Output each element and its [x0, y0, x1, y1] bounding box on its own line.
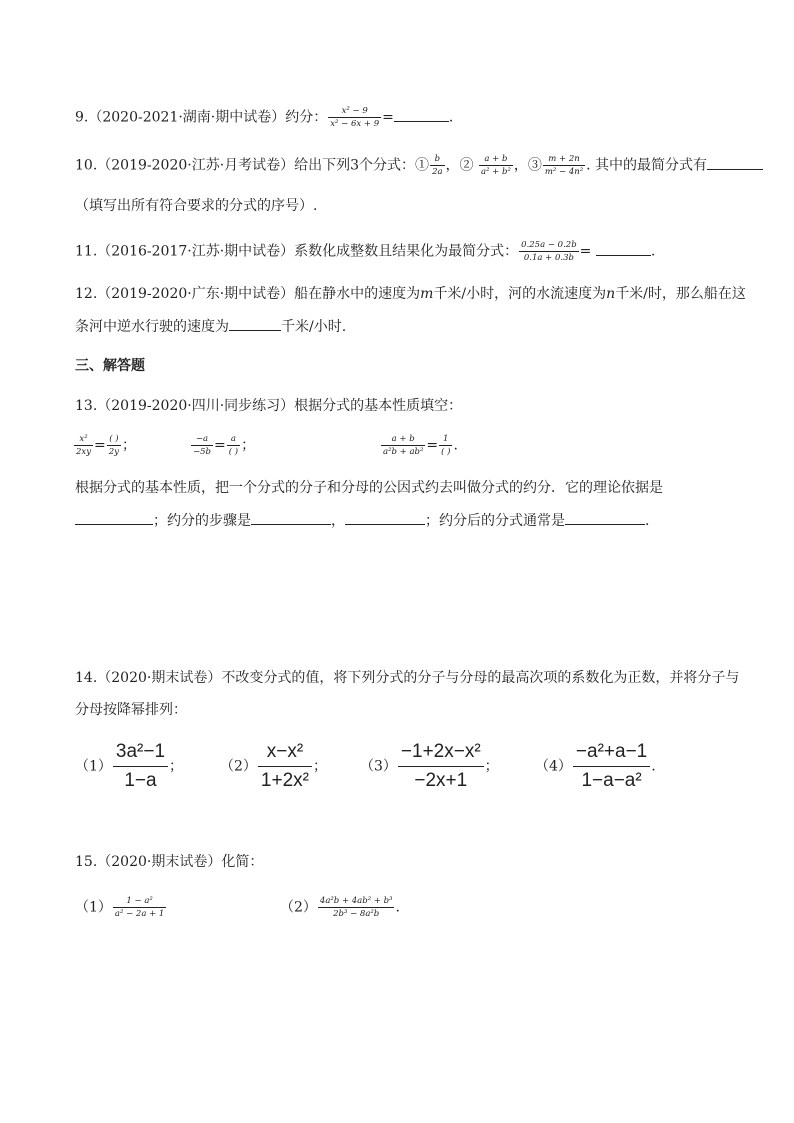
- q13-p2b: ，: [331, 513, 345, 529]
- q15-prefix: 15.（2020·期末试卷）化简：: [75, 854, 264, 870]
- q13-paragraph: 根据分式的基本性质，把一个分式的分子和分母的公因式约去叫做分式的约分．它的理论依据是: [75, 480, 663, 496]
- q13-e2-rnum: a: [227, 434, 240, 446]
- q13-e3-right: [439, 434, 452, 457]
- q14-item-4-end: .: [651, 758, 656, 775]
- q13-e3-rden: ( ): [441, 447, 451, 457]
- q15-item-1: [75, 896, 167, 919]
- q15-item-1-fraction: [113, 896, 166, 919]
- q14-item-2-den: 1+2x²: [260, 770, 309, 791]
- q13-expr-1: $\frac{\text{x²}}{2xy}$ = $\frac{( )}{2y}$ ；: [76, 434, 136, 457]
- q9-equals: =: [382, 109, 394, 126]
- q13-blank-2[interactable]: [251, 510, 331, 525]
- q9-answer-blank[interactable]: [394, 107, 449, 122]
- q14-item-2-num: x−x²: [258, 740, 312, 767]
- q10-f1-den: 2a: [432, 167, 443, 177]
- q10-fraction-3: [543, 154, 585, 177]
- q14-item-1: [75, 740, 183, 793]
- q10-fraction-2: [479, 154, 513, 177]
- q13-blanks-line: [75, 510, 649, 531]
- q12-line2a: 条河中逆水行驶的速度为: [75, 319, 229, 335]
- question-10: [75, 154, 763, 177]
- q15-item-2: [280, 896, 400, 919]
- q14-line1: 14.（2020·期末试卷）不改变分式的值，将下列分式的分子与分母的最高次项的系数化为正数，并将分子与: [75, 670, 740, 686]
- q13-e1-rnum: ( ): [107, 434, 121, 446]
- q12-suffix: 千米/时，那么船在这: [615, 286, 746, 302]
- q13-e2-rden: ( ): [228, 447, 239, 457]
- section-heading: 三、解答题: [75, 358, 145, 374]
- q15-item-1-den: a² − 2a + 1: [114, 909, 165, 919]
- q11-prefix: 11.（2016-2017·江苏·期中试卷）系数化成整数且结果化为最简分式：: [75, 243, 519, 260]
- q13-expr-3: $\frac{a + b}{\text{a²b + ab²}}$ = $\frac{1}{( )}$ .: [383, 434, 458, 457]
- q10-fraction-1: [430, 154, 444, 177]
- q14-item-3-num: −1+2x−x²: [398, 740, 484, 767]
- q11-numerator: 0.25a − 0.2b: [521, 240, 577, 250]
- q14-line2: 分母按降幂排列：: [75, 702, 187, 718]
- q11-end: .: [650, 243, 656, 260]
- q10-f1-num: b: [430, 154, 444, 166]
- q10-answer-blank[interactable]: [707, 155, 763, 170]
- q12-line2: [75, 316, 346, 337]
- q13-e3-lnum: a + b: [381, 434, 425, 446]
- q14-item-4-fraction: [573, 740, 650, 793]
- q9-denominator: x² − 6x + 9: [330, 119, 380, 129]
- q13-p2a: ；约分的步骤是: [153, 513, 251, 529]
- q13-e1-end: ；: [121, 437, 136, 454]
- q13-blank-4[interactable]: [565, 510, 645, 525]
- q14-item-3-den: −2x+1: [414, 770, 468, 791]
- q13-e3-rnum: 1: [439, 434, 452, 446]
- q13-e1-left: [74, 434, 93, 457]
- q15-item-2-label: （2）: [280, 899, 317, 916]
- q12-var-n: n: [606, 286, 616, 302]
- q10-prefix: 10.（2019-2020·江苏·月考试卷）给出下列3个分式：①: [75, 157, 430, 174]
- q14-item-1-fraction: [113, 740, 168, 793]
- q13-e3-end: .: [453, 437, 458, 454]
- q15-item-1-num: 1 − a²: [113, 896, 166, 908]
- q12-var-m: m: [420, 286, 434, 302]
- q14-item-1-label: （1）: [75, 758, 112, 775]
- q9-end: .: [448, 109, 454, 126]
- q11-equals: =: [579, 243, 592, 260]
- question-11: [75, 240, 655, 263]
- q14-item-4-label: （4）: [535, 758, 572, 775]
- q14-item-2: [220, 740, 327, 793]
- q9-numerator: x² − 9: [328, 106, 381, 118]
- question-9: [75, 106, 453, 129]
- q12-line2b: 千米/小时.: [281, 319, 347, 335]
- q9-prefix: 9.（2020-2021·湖南·期中试卷）约分：: [75, 109, 328, 126]
- q14-item-3: [360, 740, 499, 793]
- q13-e1-rden: 2y: [108, 447, 119, 457]
- q12-answer-blank[interactable]: [229, 316, 281, 331]
- q10-suffix: . 其中的最简分式有: [586, 157, 708, 174]
- q14-item-3-fraction: [398, 740, 484, 793]
- q10-sep1: ，②: [445, 157, 474, 174]
- q13-e2-left: [191, 434, 213, 457]
- q13-p2d: .: [645, 513, 650, 529]
- q14-item-3-end: ；: [484, 758, 499, 775]
- q11-answer-blank[interactable]: [596, 241, 651, 256]
- q11-fraction: [519, 240, 578, 263]
- q15-item-2-num: 4a²b + 4ab² + b³: [319, 896, 393, 906]
- q13-expr-2: $\frac{-a}{-5b}$ = $\frac{a}{( )}$ ；: [193, 434, 256, 457]
- q15-item-2-fraction: [318, 896, 395, 919]
- q13-e2-lnum: −a: [191, 434, 213, 446]
- q13-e1-lden: 2xy: [76, 447, 92, 457]
- q15-item-2-den: 2b³ − 8a²b: [333, 909, 380, 919]
- q10-f3-den: m² − 4n²: [544, 167, 584, 177]
- q12-prefix: 12.（2019-2020·广东·期中试卷）船在静水中的速度为: [75, 286, 421, 302]
- q15-item-2-end: .: [395, 899, 400, 916]
- q14-item-1-num: 3a²−1: [113, 740, 168, 767]
- q14-item-2-end: ；: [312, 758, 327, 775]
- q14-item-4-den: 1−a−a²: [581, 770, 642, 791]
- q13-e2-right: [227, 434, 240, 457]
- q9-fraction: [328, 106, 381, 129]
- q14-item-2-label: （2）: [220, 758, 257, 775]
- q13-e2-lden: −5b: [193, 447, 211, 457]
- q10-sep2: ，③: [513, 157, 542, 174]
- q14-item-1-end: ；: [169, 758, 184, 775]
- q13-p2c: ；约分后的分式通常是: [425, 513, 565, 529]
- q13-prefix: 13.（2019-2020·四川·同步练习）根据分式的基本性质填空：: [75, 398, 463, 414]
- q14-item-3-label: （3）: [360, 758, 397, 775]
- q10-f3-num: m + 2n: [543, 154, 585, 166]
- q13-e2-end: ；: [241, 437, 256, 454]
- q13-e3-lden: a²b + ab²: [383, 447, 424, 457]
- q10-f2-num: a + b: [479, 154, 513, 166]
- q13-e1-lnum: x²: [74, 434, 93, 446]
- q13-blank-3[interactable]: [345, 510, 425, 525]
- q12-mid: 千米/小时，河的水流速度为: [433, 286, 607, 302]
- q14-item-4: [535, 740, 656, 793]
- q13-e1-right: [107, 434, 121, 457]
- question-12: [75, 284, 746, 304]
- q14-item-2-fraction: [258, 740, 312, 793]
- q13-blank-1[interactable]: [75, 510, 153, 525]
- q11-denominator: 0.1a + 0.3b: [523, 253, 574, 263]
- q10-line2: （填写出所有符合要求的分式的序号）.: [75, 198, 318, 214]
- q14-item-1-den: 1−a: [124, 770, 157, 791]
- q10-f2-den: a² + b²: [481, 167, 511, 177]
- q14-item-4-num: −a²+a−1: [573, 740, 650, 767]
- q15-item-1-label: （1）: [75, 899, 112, 916]
- q13-e3-left: [381, 434, 425, 457]
